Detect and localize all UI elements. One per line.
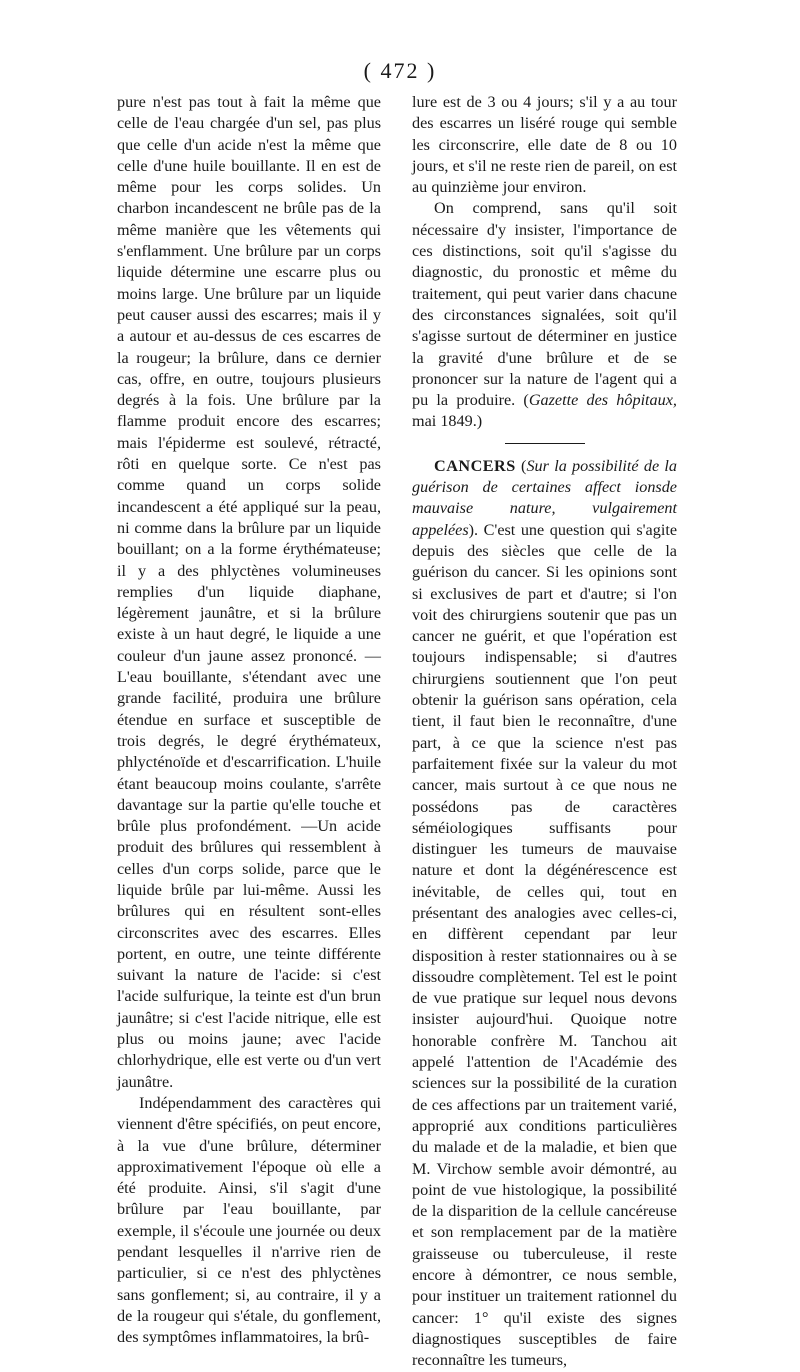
left-paragraph-2: Indépendamment des caractères qui viennent d'être spécifiés, on peut encore, à la vue d'une brûlure, déterminer approximativement l'époque où elle a été produite. Ainsi, s'il s'agit d'une brûlure par l'eau bouillante, par exemple, il s'écoule une journée ou deux pendant lesquelles il n'arrive rien de particulier, si ce n'est des phlyctènes sans gonflement; si, au contraire, il y a de la rougeur qui s'étale, du gonflement, des symptômes inflammatoires, la brû- <box>117 1093 381 1347</box>
right-continuation-paragraph: lure est de 3 ou 4 jours; s'il y a au tour des escarres un liséré rouge qui semble les circonscrire, elle date de 8 ou 10 jours, et s'il ne reste rien de pareil, on est au quinzième jour environ. <box>412 93 677 197</box>
cancers-body: ). C'est une question qui s'agite depuis des siècles que celle de la guérison du cancer. Si les opinions sont si exclusives de part et d'autre; si l'on voit des chirurgiens soutenir que pas un cancer ne guérit, et que l'opération est toujours indispensable; si d'autres chirurgiens soutiennent que l'on peut obtenir la guérison sans opération, cela tient, il faut bien le reconnaître, d'une part, à ce que la science n'est pas parfaitement fixée sur la valeur du mot cancer, mais surtout à ce que nous ne possédons pas de caractères séméiologiques suffisants pour distinguer les tumeurs de mauvaise nature et dont la dégénérescence est inévitable, de celles qui, tout en présentant des analogies avec celles-ci, en diffèrent cependant par leur disposition à rester stationnaires ou à se dissoudre complètement. Tel est le point de vue pratique sur lequel nous devons insister aujourd'hui. Quoique notre honorable confrère M. Tanchou ait appelé l'attention de l'Académie des sciences sur la possibilité de la curation de ces affections par un traitement varié, approprié aux conditions particulières du malade et de la maladie, et bien que M. Virchow semble avoir démontré, au point de vue histologique, la possibilité de la disparition de la cellule cancéreuse et son remplacement par de la matière graisseuse ou tuberculeuse, il reste encore à démontrer, ce nous semble, pour instituer un traitement rationnel du cancer: 1° qu'il existe des signes diagnostiques susceptibles de faire reconnaître les tumeurs, <box>412 520 677 1370</box>
cancers-subtitle: Sur la possibilité de la guérison de certaines affect ionsde mauvaise nature, vulgairement appelées <box>412 456 678 539</box>
cancers-open-paren: ( <box>515 456 527 475</box>
right-paragraph-importance <box>412 198 677 432</box>
importance-text: On comprend, sans qu'il soit nécessaire d'y insister, l'importance de ces distinctions, soit qu'il s'agisse du diagnostic, du pronostic et même du traitement, qui peut varier dans chacune des circonstances signalées, soit qu'il s'agisse surtout de déterminer en justice la gravité d'une brûlure et de se prononcer sur la nature de l'agent qui a pu la produire. ( <box>412 199 677 410</box>
right-column <box>412 92 677 1372</box>
left-column <box>117 92 381 1349</box>
citation-source: Gazette des hôpitaux, <box>528 391 677 410</box>
cancers-heading: CANCERS <box>434 456 516 475</box>
page-number: ( 472 ) <box>363 58 437 83</box>
citation-date: mai 1849.) <box>412 412 483 431</box>
cancers-article <box>412 456 677 1372</box>
left-paragraph-1: pure n'est pas tout à fait la même que celle de l'eau chargée d'un sel, pas plus que celle d'un acide n'est la même que celle d'une huile bouillante. Il en est de même pour les corps solides. Un charbon incandescent ne brûle pas de la même manière que les vêtements qui s'enflamment. Une brûlure par un corps liquide détermine une escarre plus ou moins large. Une brûlure par un liquide peut causer aussi des escarres; mais il y a autour et au-dessus de ces escarres de la rougeur; la brûlure, dans ce dernier cas, offre, en outre, toujours plusieurs degrés à la fois. Une brûlure par la flamme produit encore des escarres; mais l'épiderme est soulevé, rétracté, rôti en quelque sorte. Ce n'est pas comme quand un corps solide incandescent a été appliqué sur la peau, ni comme dans la brûlure par un liquide bouillant; on a la forme érythémateuse; il y a des phlyctènes volumineuses remplies d'un liquide diaphane, légèrement jaunâtre, et si la brûlure existe à un haut degré, le liquide a une couleur d'un jaune assez prononcé. — L'eau bouillante, s'étendant avec une grande facilité, produira une brûlure étendue en surface et susceptible de trois degrés, le degré érythémateux, phlycténoïde et d'escarrification. L'huile étant beaucoup moins coulante, s'arrête davantage sur la partie qu'elle touche et brûle plus profondément. —Un acide produit des brûlures qui ressemblent à celles d'un corps solide, parce que le liquide brûle par lui-même. Aussi les brûlures qui en résultent sont-elles circonscrites avec des escarres. Elles portent, en outre, une teinte différente suivant la nature de l'acide: si c'est l'acide sulfurique, la teinte est d'un brun jaunâtre; si c'est l'acide nitrique, elle est plus ou moins jaune; avec l'acide chlorhydrique, elle est verte ou d'un vert jaunâtre. <box>117 93 381 1091</box>
section-divider <box>505 443 585 444</box>
